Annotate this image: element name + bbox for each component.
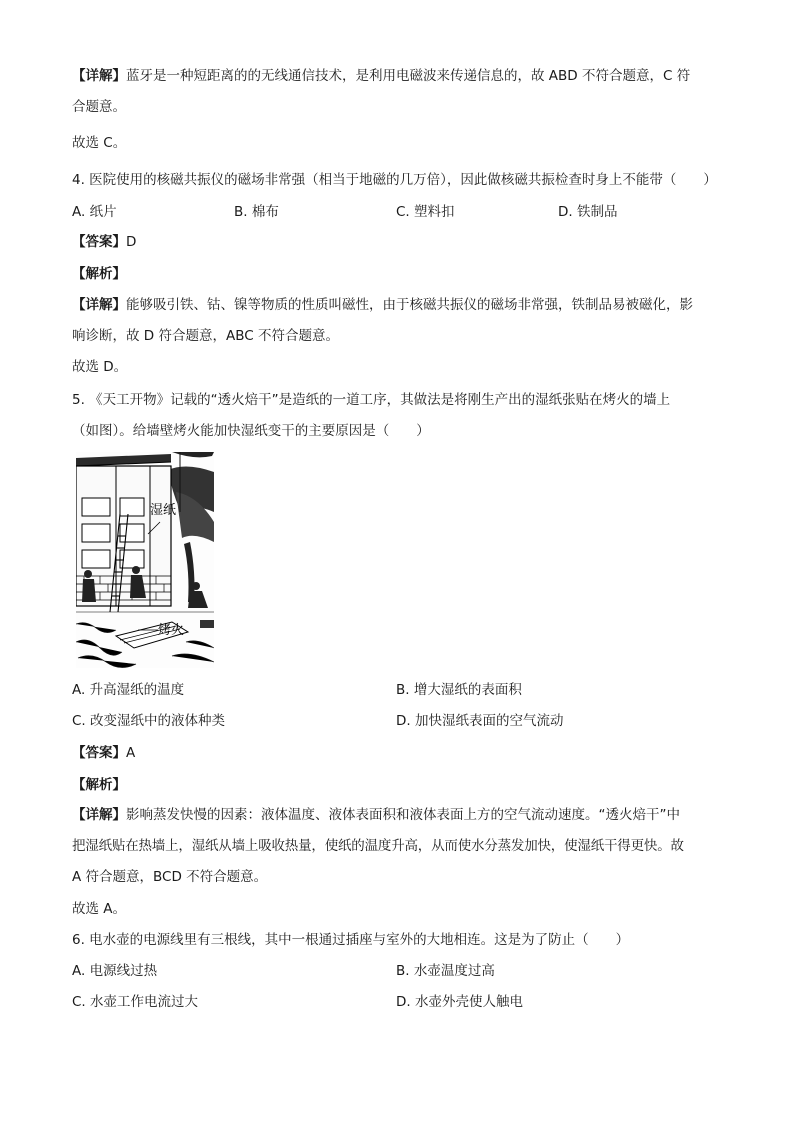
q6-option-a: A. 电源线过热: [72, 963, 158, 979]
q6-option-b: B. 水壶温度过高: [396, 963, 495, 979]
q3-choose: 故选 C。: [72, 135, 127, 151]
q4-option-c: C. 塑料扣: [396, 204, 455, 220]
q4-option-a: A. 纸片: [72, 204, 117, 220]
q5-stem-line-2: （如图）。给墙壁烤火能加快湿纸变干的主要原因是（ ）: [72, 423, 430, 439]
q5-detail-tag: 【详解】: [72, 807, 126, 823]
q5-option-a: A. 升高湿纸的温度: [72, 682, 185, 698]
q4-detail-line-1: 【详解】能够吸引铁、钴、镍等物质的性质叫磁性，由于核磁共振仪的磁场非常强，铁制品易被磁化，影: [72, 297, 693, 313]
q4-choose: 故选 D。: [72, 359, 128, 375]
q5-detail-line-2: 把湿纸贴在热墙上，湿纸从墙上吸收热量，使纸的温度升高，从而使水分蒸发加快，使湿纸干得更快。故: [72, 838, 684, 854]
q5-detail-line-3: A 符合题意，BCD 不符合题意。: [72, 869, 268, 885]
q5-answer-tag: 【答案】: [72, 745, 126, 761]
q5-option-d: D. 加快湿纸表面的空气流动: [396, 713, 564, 729]
q5-option-b: B. 增大湿纸的表面积: [396, 682, 522, 698]
q5-detail-line-1: 【详解】影响蒸发快慢的因素：液体温度、液体表面积和液体表面上方的空气流动速度。“透火焙干”中: [72, 807, 680, 823]
q4-option-d: D. 铁制品: [558, 204, 618, 220]
q4-answer-value: D: [126, 234, 137, 250]
q4-detail-tag: 【详解】: [72, 297, 126, 313]
q4-option-b: B. 棉布: [234, 204, 279, 220]
q5-stem-line-1: 5. 《天工开物》记载的“透火焙干”是造纸的一道工序，其做法是将刚生产出的湿纸张贴在烤火的墙上: [72, 392, 671, 408]
q4-answer-tag: 【答案】: [72, 234, 126, 250]
q6-option-c: C. 水壶工作电流过大: [72, 994, 199, 1010]
q4-stem: 4. 医院使用的核磁共振仪的磁场非常强（相当于地磁的几万倍），因此做核磁共振检查时身上不能带（ ）: [72, 172, 717, 188]
q5-choose: 故选 A。: [72, 901, 127, 917]
figure-label-fire: 烤火: [158, 623, 185, 638]
q3-detail-line-1: 【详解】蓝牙是一种短距离的的无线通信技术，是利用电磁波来传递信息的，故 ABD 不符合题意，C 符: [72, 68, 691, 84]
q5-answer: [72, 743, 135, 763]
q4-analysis-tag: 【解析】: [72, 266, 126, 282]
paper-drying-illustration: [76, 452, 214, 668]
q3-detail-tag: 【详解】: [72, 68, 126, 84]
q4-answer: [72, 232, 136, 252]
q3-detail-line-2: 合题意。: [72, 99, 126, 115]
q5-option-c: C. 改变湿纸中的液体种类: [72, 713, 226, 729]
q4-detail-line-2: 响诊断，故 D 符合题意，ABC 不符合题意。: [72, 328, 339, 344]
q5-analysis-tag: 【解析】: [72, 777, 126, 793]
q5-answer-value: A: [126, 745, 136, 761]
q6-option-d: D. 水壶外壳使人触电: [396, 994, 523, 1010]
figure-label-paper: 湿纸: [150, 503, 177, 518]
q6-stem: 6. 电水壶的电源线里有三根线，其中一根通过插座与室外的大地相连。这是为了防止（ ）: [72, 932, 630, 948]
